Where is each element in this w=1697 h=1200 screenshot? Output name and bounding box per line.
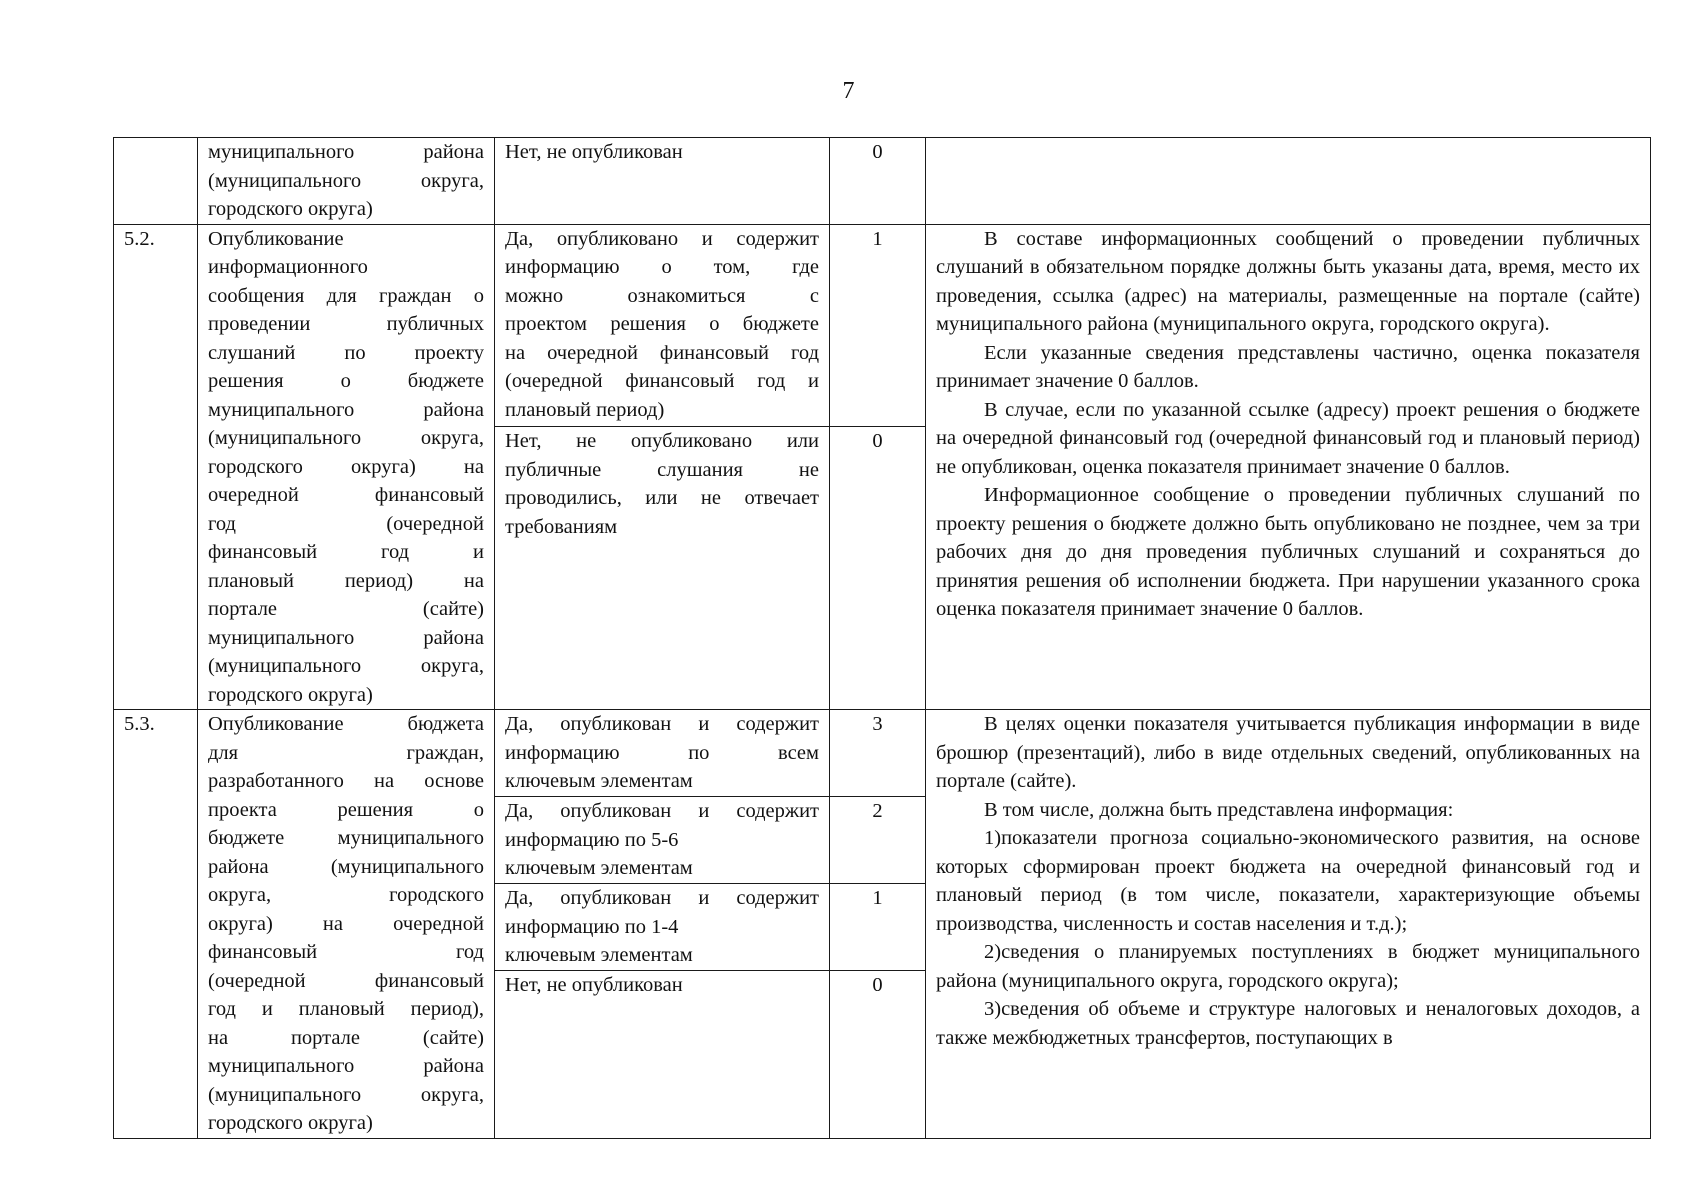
indicator-cell [198, 224, 495, 710]
indicator-line: на портале (сайте) [208, 1026, 484, 1049]
description-list-item: 3)сведения об объеме и структуре налоговых и неналоговых доходов, а также межбюджетных трансфертов, поступающих в [936, 998, 1640, 1049]
row-number: 5.2. [114, 224, 198, 710]
option-cell [495, 138, 830, 225]
option-line: информацию по всем [505, 741, 819, 764]
indicator-line: муниципального района [208, 398, 484, 421]
indicator-line: (муниципального округа, [208, 655, 484, 677]
indicator-line: Опубликование бюджета [208, 713, 484, 735]
option-line: публичные слушания не [505, 458, 819, 481]
indicator-line: решения о бюджете [208, 370, 484, 392]
score-cell: 1 [830, 224, 926, 427]
option-cell [495, 884, 830, 971]
score-cell: 0 [830, 138, 926, 225]
indicator-line: год (очередной [208, 512, 484, 535]
indicator-cell [198, 138, 495, 225]
table-row [114, 224, 1651, 427]
option-line: проектом решения о бюджете [505, 313, 819, 335]
score-cell: 3 [830, 710, 926, 797]
option-cell [495, 427, 830, 710]
score-cell: 0 [830, 427, 926, 710]
indicator-line: информационного [208, 256, 368, 278]
table-row [114, 138, 1651, 225]
indicator-line: округа, городского [208, 884, 484, 906]
indicator-line: Опубликование [208, 227, 344, 250]
option-cell [495, 971, 830, 1138]
indicator-line: плановый период) на [208, 569, 484, 592]
option-line: информацию о том, где [505, 256, 819, 278]
description-cell [926, 138, 1651, 225]
description-paragraph: В целях оценки показателя учитывается публикация информации в виде брошюр (презентаций), либо в виде отдельных сведений, опубликованных на портале (сайте). [936, 713, 1640, 792]
indicator-cell [198, 710, 495, 1139]
criteria-table [113, 137, 1651, 1139]
description-list-item: 1)показатели прогноза социально-экономического развития, на основе которых сформирован проект бюджета на очередной финансовый год и плановый период (в том числе, показатели, характеризующие объемы производства, численность и состав населения и т.д.); [936, 827, 1640, 935]
indicator-line: муниципального района [208, 141, 484, 163]
indicator-line: сообщения для граждан о [208, 284, 484, 307]
option-line: Да, опубликован и содержит [505, 713, 819, 735]
indicator-line: проведении публичных [208, 313, 484, 335]
table-row [114, 710, 1651, 797]
indicator-line: для граждан, [208, 741, 484, 764]
indicator-line: разработанного на основе [208, 770, 484, 792]
row-number: 5.3. [114, 710, 198, 1139]
option-line: проводились, или не отвечает [505, 487, 819, 510]
indicator-line: городского округа) на [208, 455, 484, 478]
option-line: Да, опубликован и содержит [505, 800, 819, 823]
indicator-line: слушаний по проекту [208, 341, 484, 364]
option-line: Да, опубликован и содержит [505, 887, 819, 910]
indicator-line: портале (сайте) [208, 598, 484, 620]
option-line: можно ознакомиться с [505, 284, 819, 307]
description-paragraph: Информационное сообщение о проведении публичных слушаний по проекту решения о бюджете должно быть опубликовано не позднее, чем за три рабочих дня до дня проведения публичных слушаний и сохраняться до принятия решения об исполнении бюджета. При нарушении указанного срока оценка показателя принимает значение 0 баллов. [936, 484, 1640, 620]
indicator-line: очередной финансовый [208, 484, 484, 506]
indicator-line: год и плановый период), [208, 998, 484, 1020]
indicator-line: городского округа) [208, 198, 373, 220]
indicator-line: (муниципального округа, [208, 169, 484, 192]
description-cell [926, 710, 1651, 1139]
indicator-line: городского округа) [208, 1112, 373, 1134]
option-line: (очередной финансовый год и [505, 370, 819, 392]
score-cell: 2 [830, 797, 926, 884]
page-number: 7 [842, 78, 855, 104]
option-cell [495, 710, 830, 797]
description-cell [926, 224, 1651, 710]
description-paragraph: В случае, если по указанной ссылке (адресу) проект решения о бюджете на очередной финансовый год (очередной финансовый год и плановый период) не опубликован, оценка показателя принимает значение 0 баллов. [936, 398, 1640, 478]
indicator-line: финансовый год и [208, 541, 484, 563]
option-line: Нет, не опубликовано или [505, 430, 819, 453]
description-list-item: 2)сведения о планируемых поступлениях в бюджет муниципального района (муниципального округа, городского округа); [936, 941, 1640, 992]
option-line: ключевым элементам [505, 944, 693, 967]
score-cell: 1 [830, 884, 926, 971]
option-line: требованиям [505, 515, 618, 538]
option-line: ключевым элементам [505, 770, 693, 792]
description-paragraph: В составе информационных сообщений о проведении публичных слушаний в обязательном порядке должны быть указаны дата, время, место их проведения, ссылка (адрес) на материалы, размещенные на портале (сайте) муниципального района (муниципального округа, городского округа). [936, 227, 1640, 335]
indicator-line: муниципального района [208, 626, 484, 649]
option-line: плановый период) [505, 398, 665, 421]
indicator-line: городского округа) [208, 683, 373, 706]
indicator-line: муниципального района [208, 1055, 484, 1077]
option-line: Нет, не опубликован [505, 141, 683, 163]
indicator-line: округа) на очередной [208, 912, 484, 935]
option-cell [495, 224, 830, 427]
indicator-line: бюджете муниципального [208, 827, 484, 849]
option-line: Нет, не опубликован [505, 974, 683, 997]
option-line: информацию по 5-6 [505, 828, 679, 851]
row-number [114, 138, 198, 225]
indicator-line: финансовый год [208, 941, 484, 963]
option-line: на очередной финансовый год [505, 341, 819, 364]
description-paragraph: Если указанные сведения представлены частично, оценка показателя принимает значение 0 баллов. [936, 341, 1640, 392]
score-cell: 0 [830, 971, 926, 1138]
indicator-line: (муниципального округа, [208, 427, 484, 449]
option-line: ключевым элементам [505, 857, 693, 880]
indicator-line: (очередной финансовый [208, 969, 484, 992]
indicator-line: района (муниципального [208, 855, 484, 878]
option-cell [495, 797, 830, 884]
option-line: Да, опубликовано и содержит [505, 227, 819, 250]
option-line: информацию по 1-4 [505, 915, 679, 938]
description-paragraph: В том числе, должна быть представлена информация: [984, 798, 1454, 821]
indicator-line: (муниципального округа, [208, 1083, 484, 1106]
indicator-line: проекта решения о [208, 798, 484, 821]
